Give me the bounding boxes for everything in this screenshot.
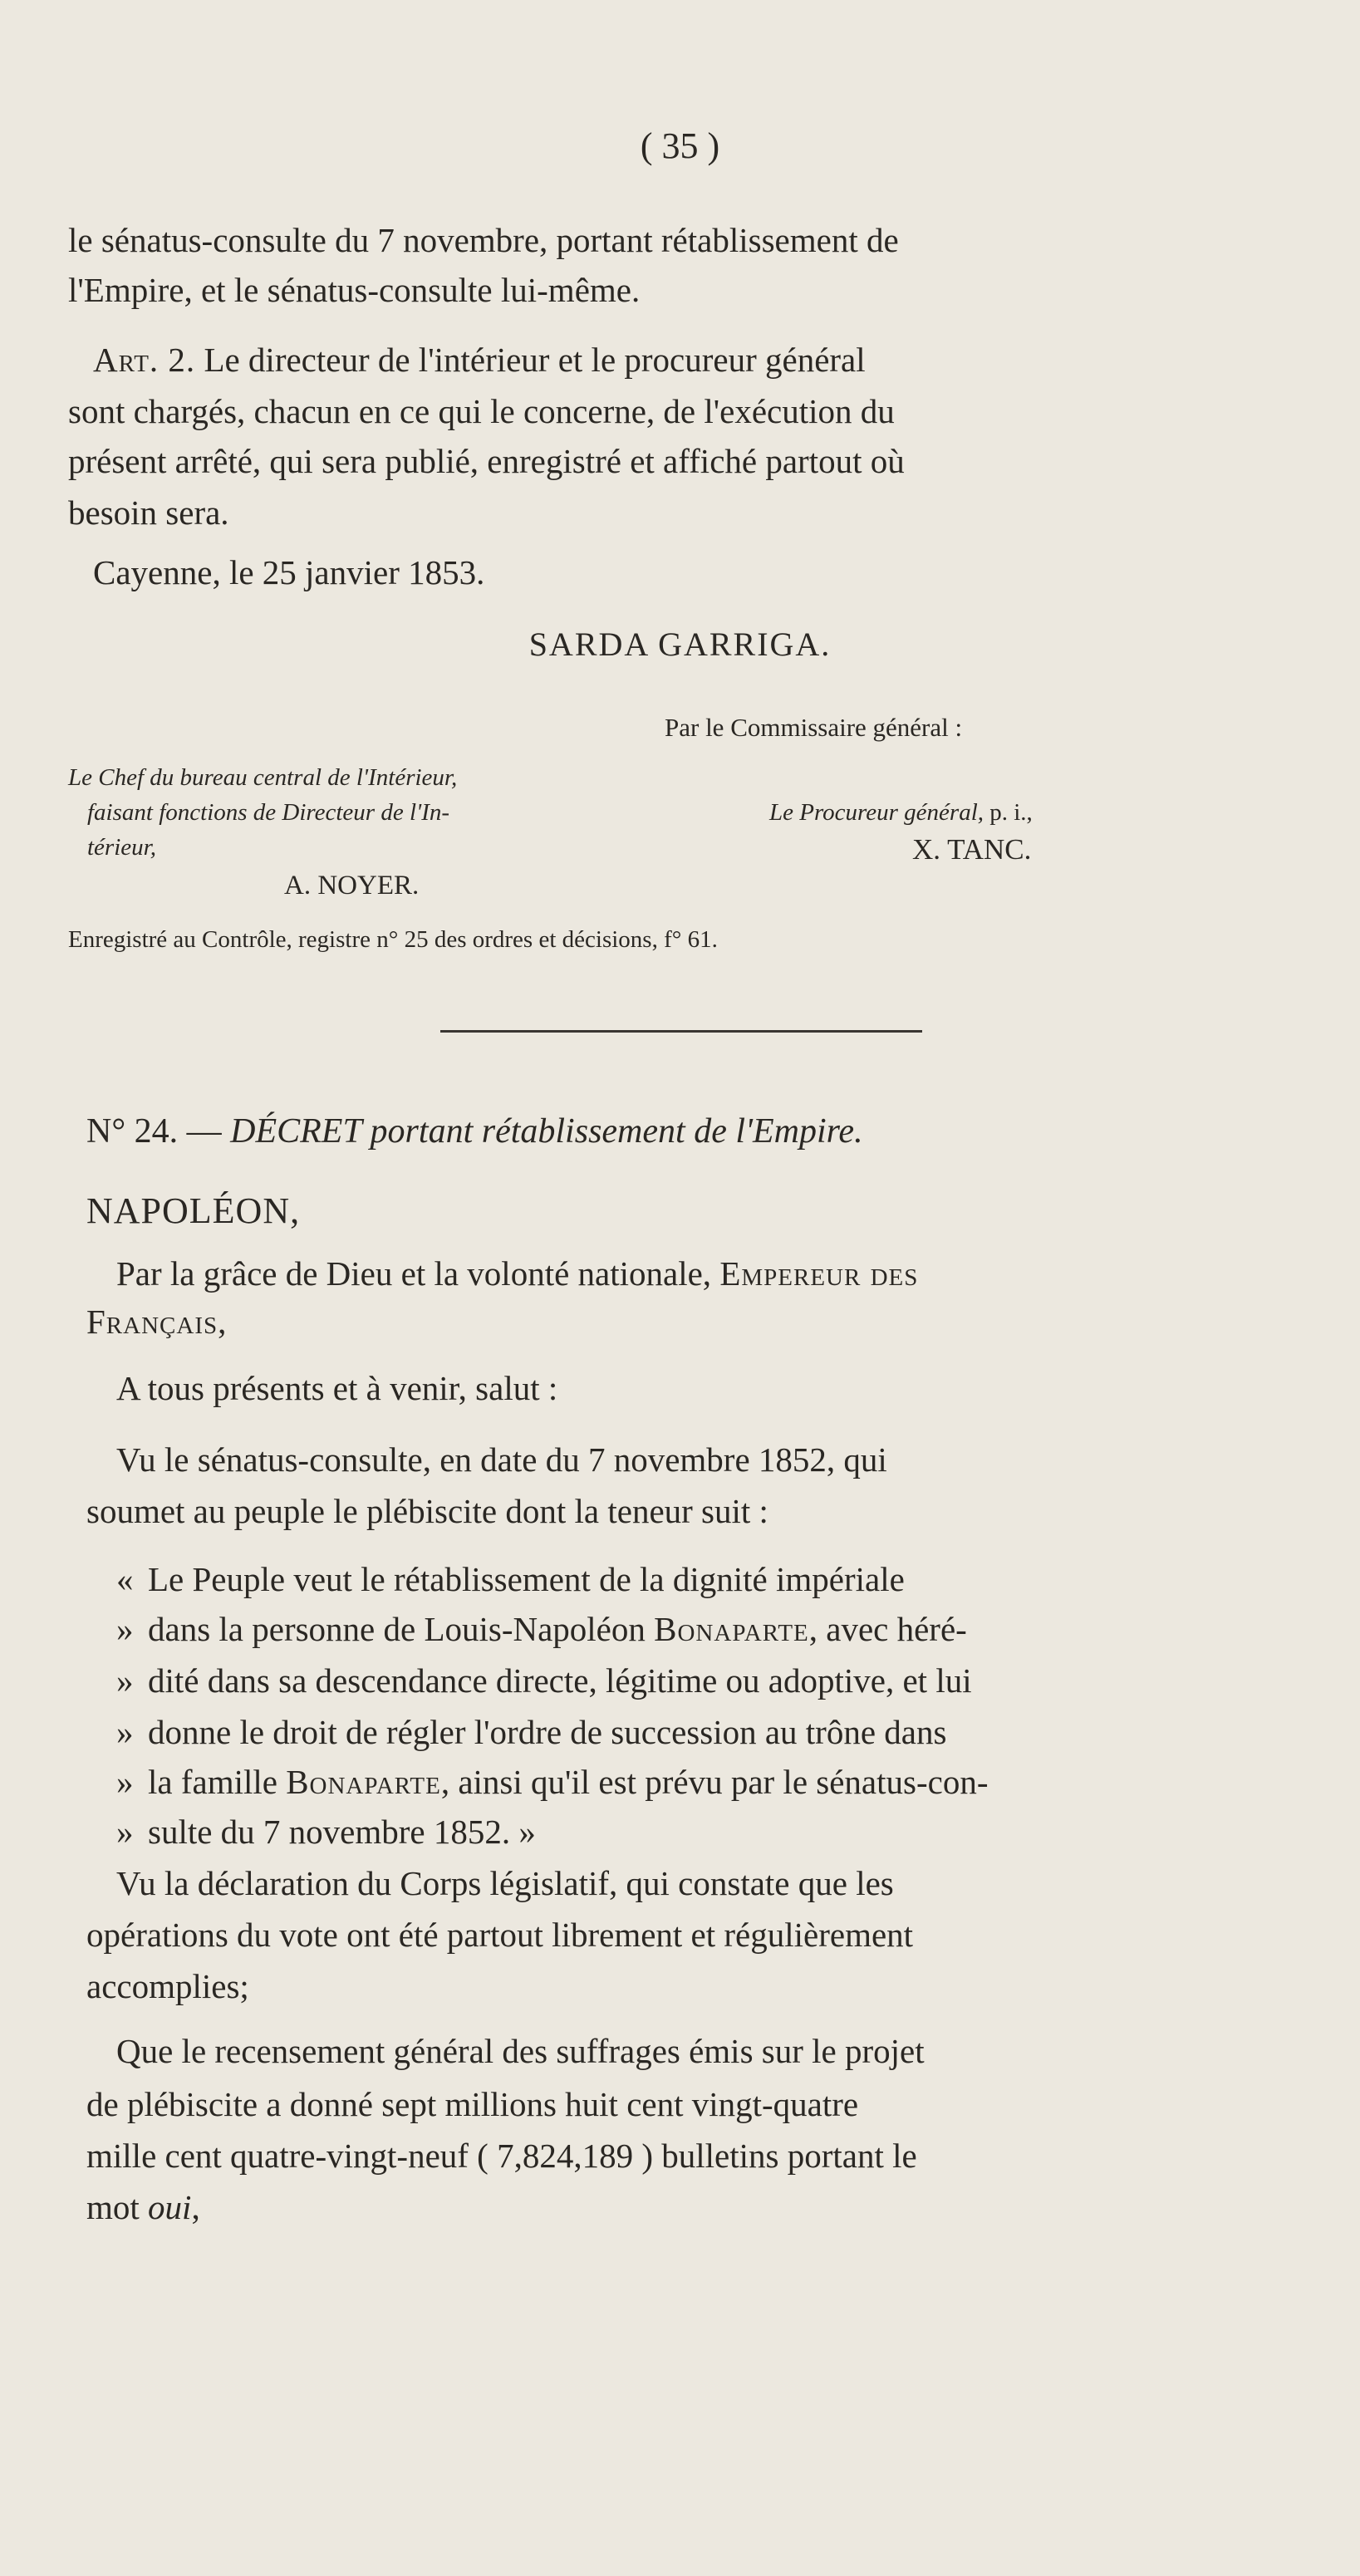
left-signature-title: Le Chef du bureau central de l'Intérieur, [68, 764, 458, 791]
decree-number: N° 24. — [86, 1112, 231, 1151]
quote-mark: » [116, 1763, 134, 1801]
plebiscite-text: la famille [148, 1763, 287, 1801]
oui-end: , [191, 2188, 200, 2226]
plebiscite-text: sulte du 7 novembre 1852. » [148, 1813, 536, 1851]
article-text: Le directeur de l'intérieur et le procureur général [195, 341, 866, 379]
salut-line: A tous présents et à venir, salut : [116, 1369, 558, 1407]
plebiscite-line [116, 1562, 905, 1597]
plebiscite-line [116, 1715, 946, 1749]
napoleon-heading: NAPOLÉON, [86, 1190, 301, 1231]
text-line: sont chargés, chacun en ce qui le concerne, de l'exécution du [68, 392, 895, 430]
plebiscite-text: donne le droit de régler l'ordre de succession au trône dans [148, 1713, 947, 1751]
text-line: besoin sera. [68, 493, 229, 532]
registration-note: Enregistré au Contrôle, registre n° 25 des ordres et décisions, f° 61. [68, 926, 718, 953]
text-line: de plébiscite a donné sept millions huit cent vingt-quatre [86, 2085, 859, 2123]
quote-mark: » [116, 1610, 134, 1648]
signatory-name: SARDA GARRIGA. [528, 626, 832, 663]
text-line: soumet au peuple le plébiscite dont la teneur suit : [86, 1492, 768, 1530]
plebiscite-text: dité dans sa descendance directe, légitime ou adoptive, et lui [148, 1661, 972, 1700]
quote-mark: » [116, 1713, 134, 1751]
grace-end: , [218, 1303, 227, 1341]
procureur-suffix: p. i., [984, 799, 1033, 826]
left-signature-title: térieur, [87, 834, 156, 861]
quote-mark: » [116, 1661, 134, 1700]
text-line: opérations du vote ont été partout librement et régulièrement [86, 1916, 914, 1954]
right-signature-title [769, 799, 1033, 827]
text-line: Vu la déclaration du Corps législatif, qui constate que les [116, 1864, 894, 1902]
oui-text: oui [148, 2188, 192, 2226]
place-date: Cayenne, le 25 janvier 1853. [93, 553, 485, 591]
plebiscite-text: dans la personne de Louis-Napoléon [148, 1610, 655, 1648]
text-line: présent arrêté, qui sera publié, enregistré et affiché partout où [68, 442, 905, 480]
article-label: Art. 2. [93, 341, 196, 379]
page-number: ( 35 ) [640, 125, 720, 166]
emperor-text: Empereur des [719, 1254, 919, 1293]
quote-mark: « [116, 1560, 134, 1598]
left-signature-title: faisant fonctions de Directeur de l'In- [87, 799, 450, 826]
bonaparte-name: Bonaparte [286, 1763, 441, 1801]
plebiscite-text: , avec héré- [808, 1610, 967, 1648]
article-paragraph [93, 342, 866, 377]
bonaparte-name: Bonaparte [654, 1610, 809, 1648]
grace-line [116, 1256, 918, 1291]
text-line: le sénatus-consulte du 7 novembre, portant rétablissement de [68, 221, 899, 259]
plebiscite-line [116, 1814, 536, 1849]
text-line: Que le recensement général des suffrages émis sur le projet [116, 2032, 925, 2070]
francais-text: Français [86, 1303, 218, 1341]
plebiscite-line [116, 1764, 988, 1799]
text-line: mille cent quatre-vingt-neuf ( 7,824,189 ) bulletins portant le [86, 2137, 917, 2175]
mot-text: mot [86, 2188, 149, 2226]
decree-title: DÉCRET portant rétablissement de l'Empire. [230, 1112, 863, 1151]
par-commissaire: Par le Commissaire général : [665, 713, 963, 742]
section-divider [440, 1030, 922, 1033]
procureur-title: Le Procureur général, [769, 799, 984, 826]
final-line [86, 2190, 200, 2225]
grace-text: Par la grâce de Dieu et la volonté nationale, [116, 1254, 720, 1293]
plebiscite-text: , ainsi qu'il est prévu par le sénatus-con- [440, 1763, 989, 1801]
right-signature-name: X. TANC. [912, 833, 1032, 866]
plebiscite-line [116, 1612, 967, 1646]
text-line: accomplies; [86, 1967, 249, 2005]
grace-line-2 [86, 1304, 226, 1339]
plebiscite-text: Le Peuple veut le rétablissement de la dignité impériale [148, 1560, 905, 1598]
text-line: l'Empire, et le sénatus-consulte lui-même. [68, 271, 641, 309]
quote-mark: » [116, 1813, 134, 1851]
plebiscite-line [116, 1663, 972, 1698]
text-line: Vu le sénatus-consulte, en date du 7 novembre 1852, qui [116, 1440, 887, 1479]
left-signature-name: A. NOYER. [284, 871, 420, 900]
decree-heading [86, 1111, 863, 1151]
